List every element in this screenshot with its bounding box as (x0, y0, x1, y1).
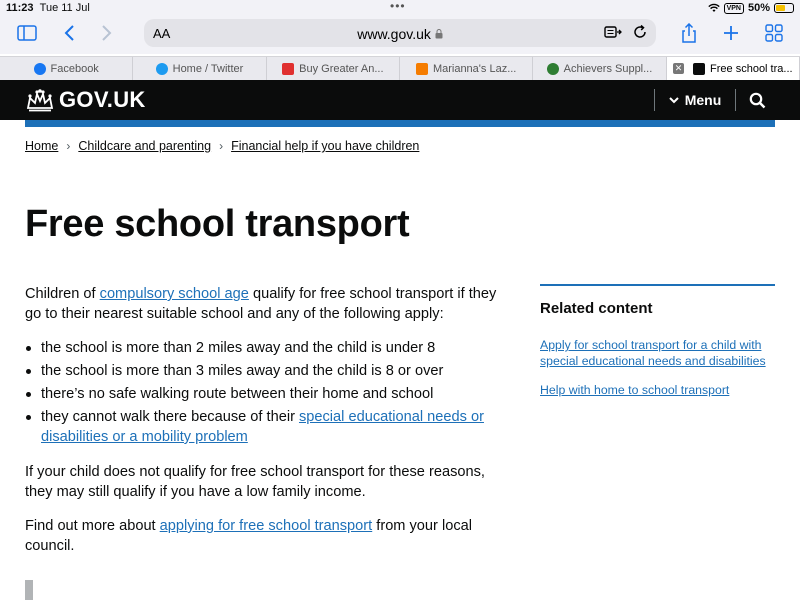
intro-paragraph: Children of compulsory school age qualify for free school transport if they go to their nearest suitable school and any of the following apply: (25, 286, 497, 322)
tab-overview-icon[interactable] (761, 22, 787, 44)
status-right (708, 2, 794, 14)
reload-icon[interactable] (632, 24, 648, 40)
govuk-logo-text: GOV.UK (59, 87, 146, 112)
related-heading: Related content (540, 300, 653, 317)
tab-achievers[interactable]: Achievers Suppl... (533, 57, 666, 80)
address-bar[interactable] (144, 19, 656, 47)
wifi-icon (708, 3, 720, 13)
tab-free-school-transport[interactable]: ✕ Free school tra... (667, 57, 800, 80)
govuk-logo[interactable] (25, 87, 146, 113)
related-content (540, 284, 775, 411)
status-bar (0, 0, 800, 16)
back-icon[interactable] (56, 22, 82, 44)
tab-twitter[interactable]: Home / Twitter (133, 57, 266, 80)
facebook-favicon-icon (34, 63, 46, 75)
related-link-home-to-school[interactable]: Help with home to school transport (540, 383, 730, 397)
crown-icon (25, 88, 55, 112)
globe-favicon-icon (547, 63, 559, 75)
lock-icon (435, 29, 443, 39)
chevron-down-icon (669, 96, 679, 104)
browser-toolbar (0, 16, 800, 54)
address-actions (604, 24, 648, 40)
vpn-badge: VPN (724, 3, 744, 14)
govuk-favicon-icon (693, 63, 705, 75)
low-income-paragraph: If your child does not qualify for free school transport for these reasons, they may still qualify if you have a low family income. (25, 464, 485, 500)
applying-link[interactable]: applying for free school transport (159, 518, 373, 534)
battery-icon (774, 3, 794, 13)
inset-text-border (25, 580, 33, 600)
sidebar-icon[interactable] (14, 22, 40, 44)
list-item: the school is more than 3 miles away and the child is 8 or over (25, 361, 515, 381)
status-time: 11:23 Tue 11 Jul (6, 2, 90, 14)
send-link[interactable]: special educational needs or disabilities or a mobility problem (41, 409, 484, 445)
tab-mariannas[interactable]: Marianna's Laz... (400, 57, 533, 80)
chevron-right-icon: › (219, 139, 224, 153)
site-favicon-icon (282, 63, 294, 75)
search-icon (749, 92, 766, 109)
related-link-send-transport[interactable]: Apply for school transport for a child with special educational needs and disabilities (540, 338, 766, 368)
list-item: they cannot walk there because of their special educational needs or disabilities or a mobility problem (25, 407, 515, 447)
twitter-favicon-icon (156, 63, 168, 75)
search-button[interactable] (744, 89, 770, 111)
new-tab-icon[interactable] (718, 22, 744, 44)
url-text: www.gov.uk (144, 26, 656, 42)
menu-button[interactable] (654, 89, 736, 111)
reader-icon[interactable] (604, 24, 622, 40)
forward-icon[interactable] (94, 22, 120, 44)
breadcrumb-childcare[interactable]: Childcare and parenting (78, 139, 212, 153)
header-blue-band (25, 120, 775, 127)
tab-bar (0, 56, 800, 80)
find-out-paragraph: Find out more about applying for free school transport from your local council. (25, 518, 472, 554)
compulsory-school-age-link[interactable]: compulsory school age (99, 286, 249, 302)
close-tab-icon[interactable]: ✕ (674, 63, 683, 73)
breadcrumb-financial-help[interactable]: Financial help if you have children (231, 139, 420, 153)
breadcrumb-home[interactable]: Home (25, 139, 59, 153)
menu-label: Menu (684, 92, 722, 108)
tab-buy-greater[interactable]: Buy Greater An... (267, 57, 400, 80)
govuk-header (0, 80, 800, 120)
breadcrumb (25, 139, 419, 153)
multitasking-dots-icon[interactable]: ••• (390, 0, 406, 13)
list-item: the school is more than 2 miles away and the child is under 8 (25, 338, 515, 358)
page-title: Free school transport (25, 203, 410, 245)
chevron-right-icon: › (66, 139, 71, 153)
share-icon[interactable] (676, 22, 702, 44)
list-item: there’s no safe walking route between their home and school (25, 384, 515, 404)
main-content (25, 284, 515, 570)
tab-facebook[interactable]: Facebook (0, 57, 133, 80)
battery-percent: 50% (747, 2, 770, 14)
eligibility-list (25, 338, 515, 447)
blogger-favicon-icon (416, 63, 428, 75)
text-size-button[interactable]: AA (153, 26, 171, 41)
